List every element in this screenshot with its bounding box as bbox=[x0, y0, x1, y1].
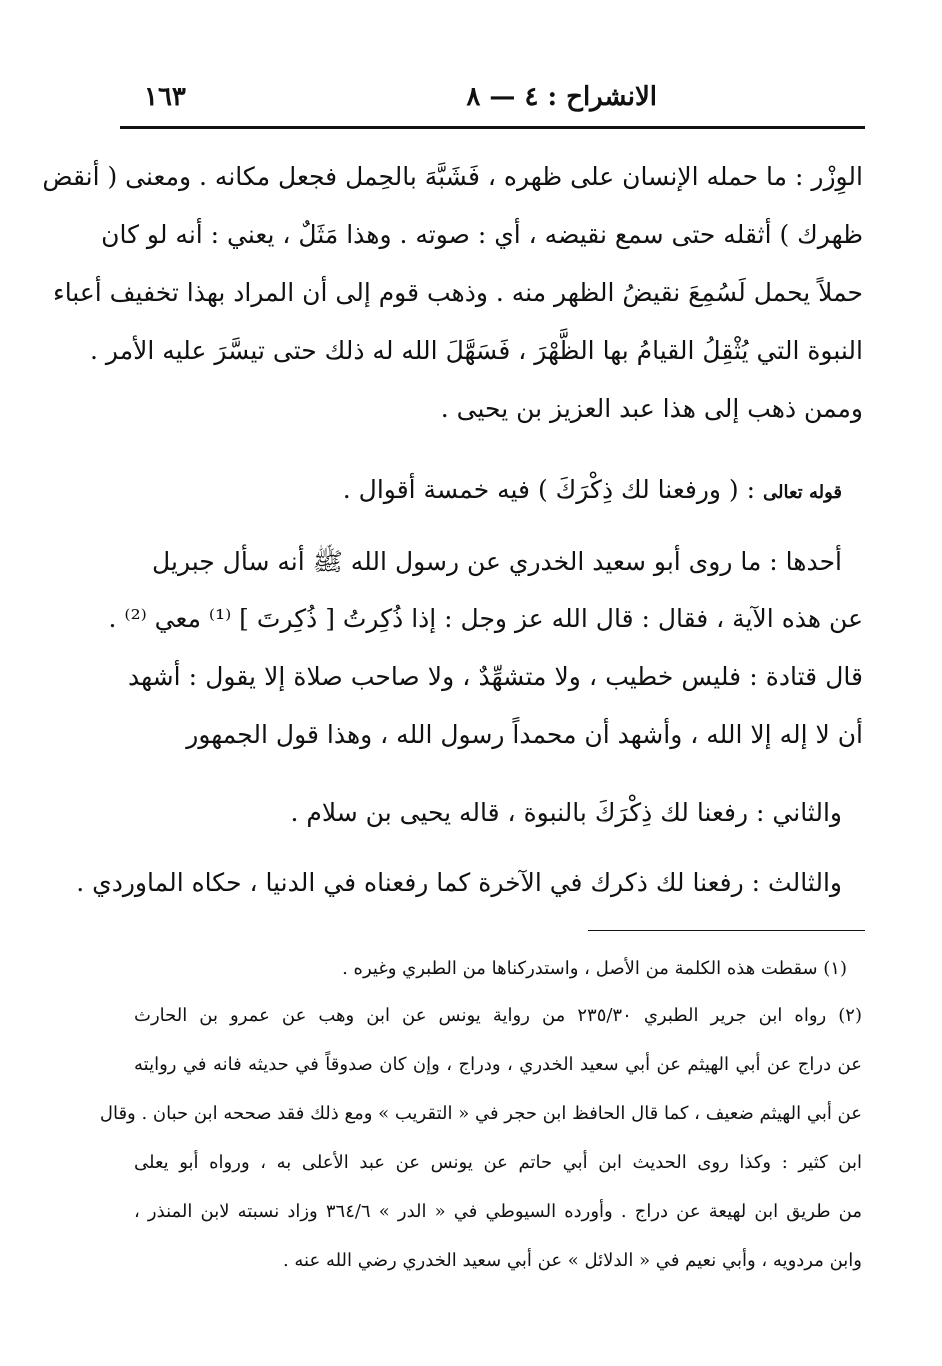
verse-heading-label: قوله تعالى bbox=[763, 482, 842, 503]
body-line: ظهرك ) أثقله حتى سمع نقيضه ، أي : صوته . وهذا مَثَلٌ ، يعني : أنه لو كان bbox=[101, 220, 863, 249]
page-number: ١٦٣ bbox=[144, 82, 186, 112]
body-line: والثالث : رفعنا لك ذكرك في الآخرة كما رفعناه في الدنيا ، حكاه الماوردي . bbox=[76, 868, 842, 897]
body-line: أحدها : ما روى أبو سعيد الخدري عن رسول الله ﷺ أنه سأل جبريل bbox=[152, 547, 842, 576]
body-line: قال قتادة : فليس خطيب ، ولا متشهِّدٌ ، ولا صاحب صلاة إلا يقول : أشهد bbox=[128, 662, 863, 691]
body-line: عن هذه الآية ، فقال : قال الله عز وجل : إذا ذُكِرتُ [ ذُكِرتَ ] ⁽¹⁾ معي ⁽²⁾ . bbox=[108, 604, 863, 633]
footnote-divider bbox=[588, 930, 865, 931]
footnote-line: (٢) رواه ابن جرير الطبري ٢٣٥/٣٠ من رواية يونس عن ابن وهب عن عمرو بن الحارث bbox=[134, 1005, 862, 1026]
verse-heading bbox=[343, 473, 842, 510]
footnote-line: (١) سقطت هذه الكلمة من الأصل ، واستدركناها من الطبري وغيره . bbox=[342, 958, 847, 979]
body-line: أن لا إله إلا الله ، وأشهد أن محمداً رسول الله ، وهذا قول الجمهور bbox=[186, 720, 863, 749]
verse-heading-text: : ( ورفعنا لك ذِكْرَكَ ) فيه خمسة أقوال . bbox=[342, 475, 756, 504]
body-line: الوِزْر : ما حمله الإنسان على ظهره ، فَشَبَّهَ بالحِمل فجعل مكانه . ومعنى ( أنقض bbox=[42, 162, 863, 191]
body-line: والثاني : رفعنا لك ذِكْرَكَ بالنبوة ، قاله يحيى بن سلام . bbox=[290, 798, 842, 827]
footnote-line: عن أبي الهيثم ضعيف ، كما قال الحافظ ابن حجر في « التقريب » ومع ذلك فقد صححه ابن حبان . وقال bbox=[99, 1103, 862, 1124]
footnote-line: ابن كثير : وكذا روى الحديث ابن أبي حاتم عن يونس عن عبد الأعلى به ، ورواه أبو يعلى bbox=[134, 1152, 862, 1173]
running-header bbox=[120, 82, 865, 122]
body-line: النبوة التي يُثْقِلُ القيامُ بها الظَّهْرَ ، فَسَهَّلَ الله له ذلك حتى تيسَّرَ عليه الأمر . bbox=[90, 336, 863, 365]
body-line: حملاً يحمل لَسُمِعَ نقيضُ الظهر منه . وذهب قوم إلى أن المراد بهذا تخفيف أعباء bbox=[52, 278, 863, 307]
footnote-line: وابن مردويه ، وأبي نعيم في « الدلائل » عن أبي سعيد الخدري رضي الله عنه . bbox=[282, 1250, 862, 1271]
footnote-line: من طريق ابن لهيعة عن دراج . وأورده السيوطي في « الدر » ٣٦٤/٦ وزاد نسبته لابن المنذر ، bbox=[134, 1201, 862, 1222]
header-divider bbox=[120, 126, 865, 129]
header-title: الانشراح : ٤ — ٨ bbox=[466, 82, 657, 112]
body-line: وممن ذهب إلى هذا عبد العزيز بن يحيى . bbox=[440, 394, 863, 423]
footnote-line: عن دراج عن أبي الهيثم عن أبي سعيد الخدري ، ودراج ، وإن كان صدوقاً في حديثه فانه في روايته bbox=[134, 1054, 862, 1075]
